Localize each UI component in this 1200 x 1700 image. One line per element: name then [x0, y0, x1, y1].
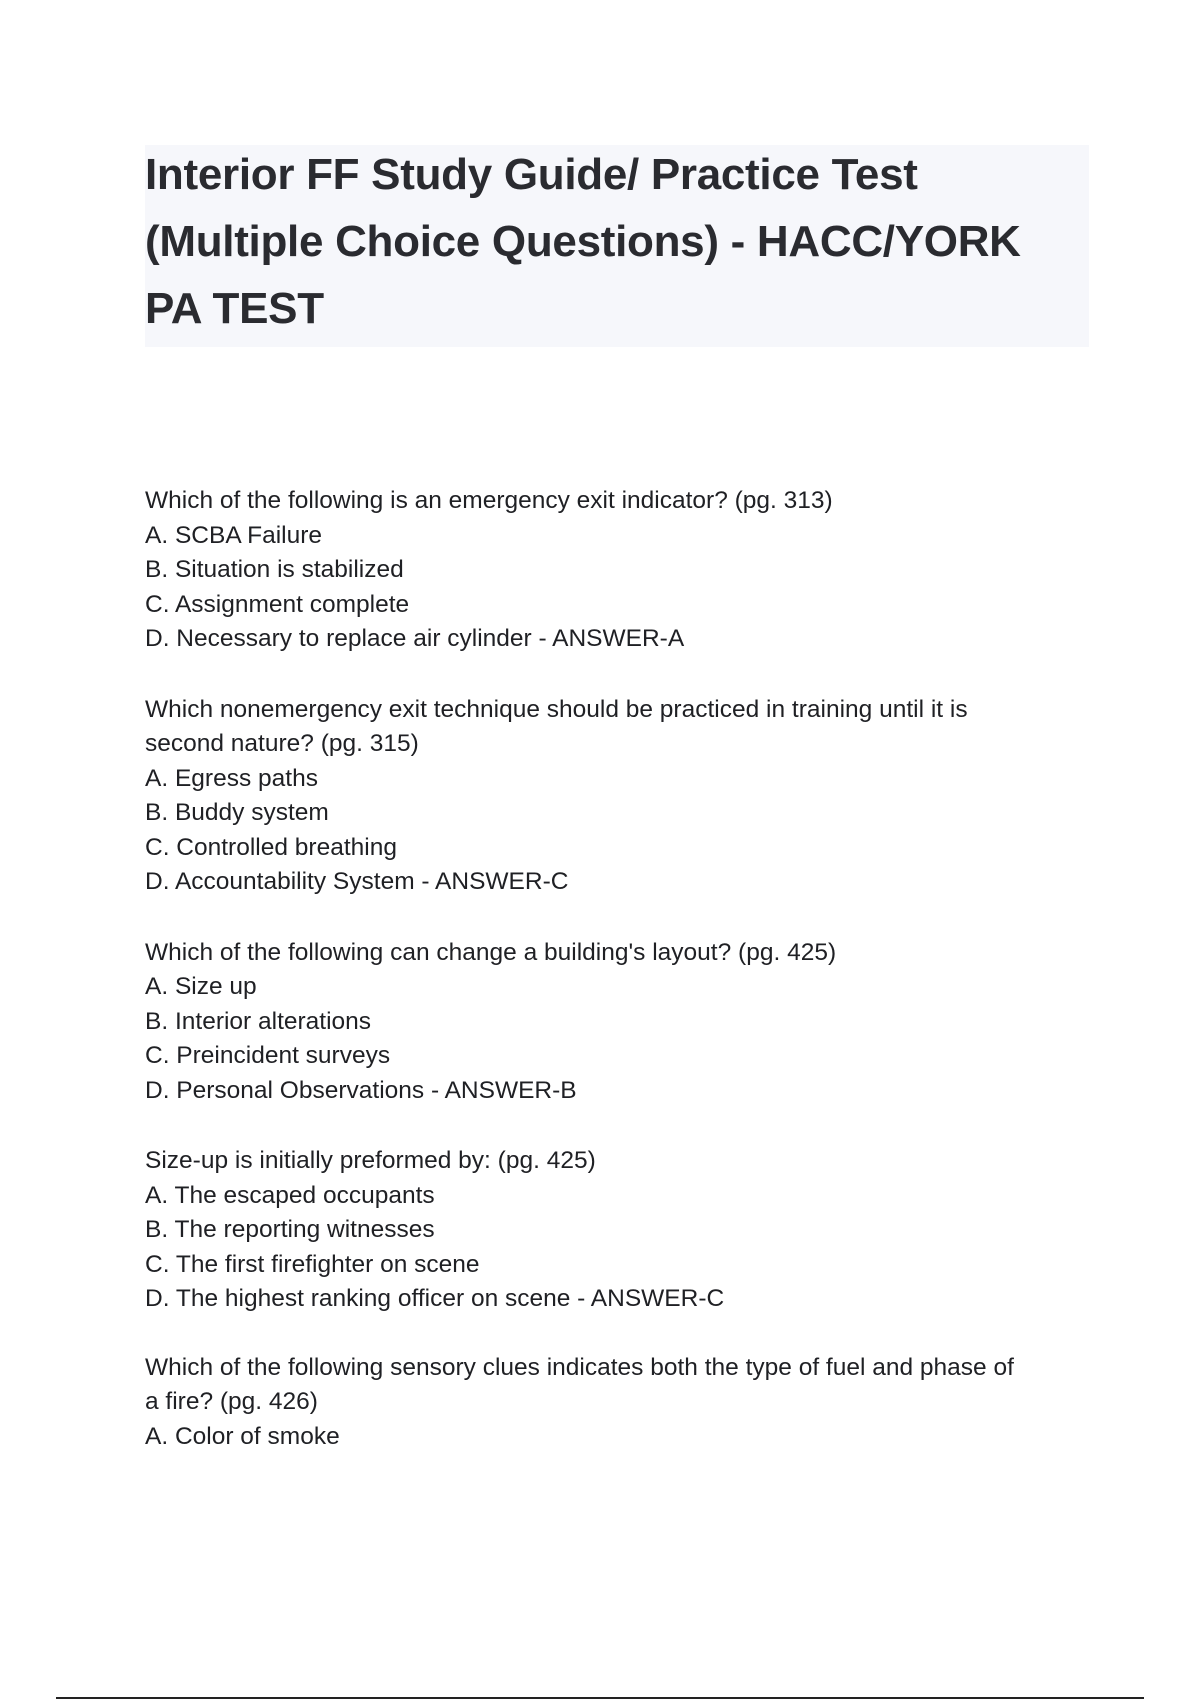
answer-option: C. Assignment complete — [145, 590, 410, 618]
answer-option: A. Egress paths — [145, 764, 318, 792]
question-text: a fire? (pg. 426) — [145, 1388, 318, 1415]
question-4 — [145, 1144, 1089, 1317]
answer-option: D. Personal Observations - ANSWER-B — [145, 1076, 577, 1104]
question-2 — [145, 693, 1089, 900]
answer-option: C. Controlled breathing — [145, 833, 397, 861]
question-1 — [145, 484, 1089, 657]
question-text: Which of the following sensory clues indicates both the type of fuel and phase of — [145, 1353, 1014, 1381]
answer-option: B. Situation is stabilized — [145, 556, 404, 583]
answer-option: D. Accountability System - ANSWER-C — [145, 868, 569, 895]
question-text: Which of the following is an emergency exit indicator? (pg. 313) — [145, 487, 833, 514]
answer-option: A. SCBA Failure — [145, 521, 323, 549]
title-line: (Multiple Choice Questions) - HACC/YORK — [145, 217, 1021, 266]
answer-option: A. Size up — [145, 973, 257, 1000]
answer-option: D. Necessary to replace air cylinder - ANSWER-A — [145, 625, 685, 652]
answer-option: A. The escaped occupants — [145, 1181, 435, 1209]
title-line: Interior FF Study Guide/ Practice Test — [145, 150, 918, 199]
title-line: PA TEST — [145, 284, 324, 333]
question-list — [145, 484, 1089, 1490]
question-text: Which of the following can change a building's layout? (pg. 425) — [145, 938, 837, 966]
footer-rule — [56, 1697, 1144, 1699]
question-text: second nature? (pg. 315) — [145, 730, 419, 757]
answer-option: D. The highest ranking officer on scene - ANSWER-C — [145, 1285, 725, 1312]
page-title — [145, 141, 1089, 342]
question-5 — [145, 1351, 1089, 1455]
answer-option: B. Buddy system — [145, 799, 329, 826]
question-text: Size-up is initially preformed by: (pg. 425) — [145, 1147, 596, 1174]
answer-option: C. Preincident surveys — [145, 1042, 391, 1069]
answer-option: B. The reporting witnesses — [145, 1216, 435, 1243]
answer-option: C. The first firefighter on scene — [145, 1250, 480, 1278]
question-3 — [145, 936, 1089, 1109]
answer-option: B. Interior alterations — [145, 1007, 372, 1035]
answer-option: A. Color of smoke — [145, 1422, 340, 1450]
question-text: Which nonemergency exit technique should be practiced in training until it is — [145, 695, 968, 723]
